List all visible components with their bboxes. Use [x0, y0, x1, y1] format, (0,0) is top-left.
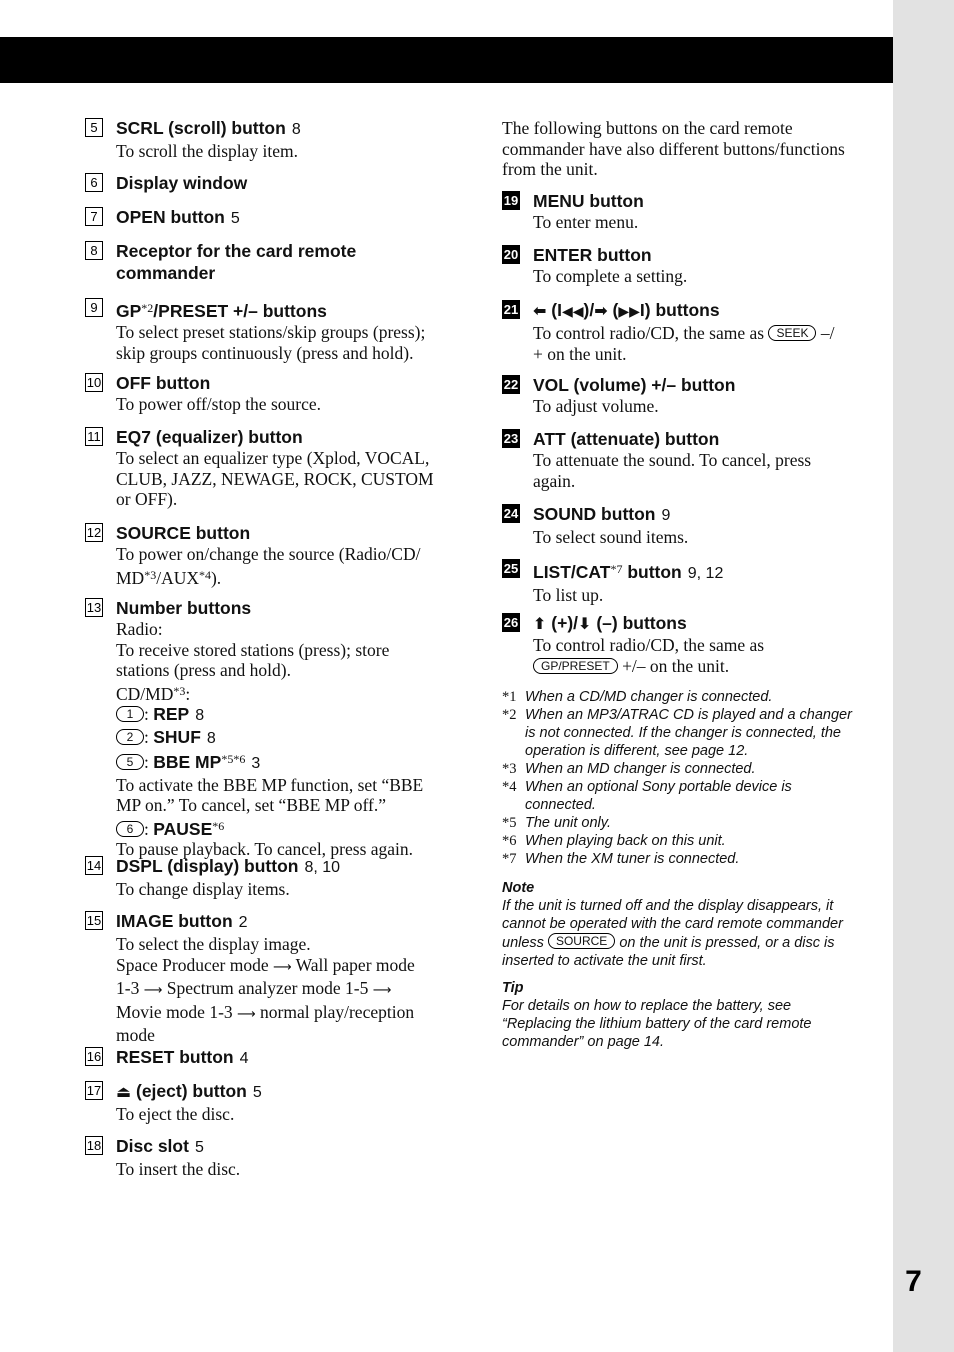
footnote-mark: *2 — [502, 707, 517, 723]
page-ref: 8, 10 — [304, 859, 341, 876]
note-text: inserted to activate the unit first. — [502, 953, 707, 969]
arrow-up-icon: ⬆ — [533, 614, 547, 633]
page-ref: 5 — [252, 1084, 262, 1101]
footnote-text: When an MP3/ATRAC CD is played and a changer — [525, 707, 852, 723]
page-ref: 9, 12 — [687, 565, 724, 582]
item-number: 6 — [85, 173, 103, 192]
footnote-ref: *6 — [212, 818, 225, 833]
arrow-down-icon: ⬇ — [578, 614, 592, 633]
footnote-mark: *5 — [502, 815, 517, 831]
item-title: (I — [551, 300, 562, 320]
item-title: MENU button — [533, 191, 644, 211]
page-ref: 8 — [291, 121, 301, 138]
number-key-1: 1 — [116, 706, 144, 722]
item-desc: To pause playback. To cancel, press again. — [116, 839, 414, 859]
footnote — [502, 850, 887, 868]
item-title: DSPL (display) button — [116, 856, 299, 876]
item-desc: To power on/change the source (Radio/CD/ — [116, 544, 421, 564]
tip-text: “Replacing the lithium battery of the card remote — [502, 1016, 812, 1032]
item-desc: mode — [116, 1025, 155, 1045]
function-label: SHUF — [153, 726, 201, 747]
item-desc: To scroll the display item. — [116, 141, 299, 161]
item-number: 5 — [85, 118, 103, 137]
item-desc: 1-3 — [116, 978, 140, 998]
tip-text: For details on how to replace the battery, see — [502, 998, 792, 1014]
item-desc: To select an equalizer type (Xplod, VOCAL, — [116, 448, 430, 468]
item-title: OPEN button — [116, 207, 225, 227]
item-desc: To power off/stop the source. — [116, 394, 322, 414]
item-title: RESET button — [116, 1047, 234, 1067]
next-track-icon: ▶▶ — [618, 304, 640, 320]
number-key-2: 2 — [116, 729, 144, 745]
tip-heading: Tip — [502, 980, 524, 996]
item-title: SCRL (scroll) button — [116, 118, 286, 138]
item-desc: To receive stored stations (press); store — [116, 639, 390, 660]
note-block — [502, 879, 887, 970]
item-number: 8 — [85, 241, 103, 260]
item-number: 7 — [85, 207, 103, 226]
page-ref: 5 — [230, 210, 240, 227]
item-desc: Space Producer mode — [116, 954, 269, 975]
item-number: 11 — [85, 427, 103, 446]
item-title: (eject) button — [136, 1081, 247, 1101]
arrow-right-icon: ⟶ — [237, 1006, 256, 1022]
item-title: Receptor for the card remote — [116, 241, 357, 261]
tip-text: commander” on page 14. — [502, 1034, 665, 1050]
item-desc: normal play/reception — [260, 1001, 415, 1022]
arrow-right-icon: ⟶ — [143, 983, 163, 998]
item-desc: + on the unit. — [533, 343, 627, 364]
item-desc: again. — [533, 470, 576, 491]
item-desc: stations (press and hold). — [116, 660, 291, 680]
item-desc: To control radio/CD, the same as — [533, 323, 765, 343]
item-desc: To eject the disc. — [116, 1104, 235, 1124]
footnotes — [502, 688, 887, 868]
seek-key: SEEK — [768, 325, 816, 341]
prev-track-icon: ◀◀ — [561, 304, 584, 320]
gp-preset-key: GP/PRESET — [533, 658, 618, 674]
intro-line: commander have also different buttons/functions — [502, 138, 845, 159]
item-desc: or OFF). — [116, 489, 178, 509]
item-number: 16 — [86, 1049, 102, 1064]
item-number: 20 — [503, 247, 519, 262]
item-desc: To attenuate the sound. To cancel, press — [533, 450, 812, 470]
intro-line: from the unit. — [502, 159, 598, 179]
footnote — [502, 832, 887, 850]
item-desc: Spectrum analyzer mode 1-5 — [166, 978, 369, 998]
item-number: 10 — [86, 375, 102, 390]
footnote-ref: *2 — [141, 301, 154, 315]
intro-line: The following buttons on the card remote — [502, 118, 793, 138]
item-desc: : — [185, 683, 191, 704]
item-title: ATT (attenuate) button — [533, 429, 720, 449]
item-desc: ). — [210, 567, 222, 588]
footnote-text: When an optional Sony portable device is — [525, 779, 792, 795]
arrow-right-icon: ⟶ — [372, 983, 392, 998]
item-number: 15 — [86, 913, 102, 928]
item-title: Display window — [116, 173, 248, 193]
item-desc: Movie mode 1-3 — [116, 1001, 233, 1022]
item-title: button — [627, 562, 682, 582]
footnote — [502, 688, 887, 706]
footnote-text: When a CD/MD changer is connected. — [525, 689, 773, 705]
arrow-right-icon: ➡ — [594, 301, 608, 320]
item-number: 12 — [86, 525, 102, 540]
item-title: Disc slot — [116, 1136, 189, 1156]
item-title: OFF button — [116, 373, 211, 393]
footnote-text: When the XM tuner is connected. — [525, 851, 740, 867]
header-bar — [0, 37, 893, 83]
item-desc: MD — [116, 567, 145, 588]
footnote-text: operation is different, see page 12. — [525, 743, 749, 759]
item-desc: To adjust volume. — [533, 396, 659, 416]
item-title: /PRESET +/– buttons — [153, 301, 327, 321]
item-desc: To select preset stations/skip groups (press); — [116, 322, 426, 342]
eject-icon: ⏏ — [116, 1082, 132, 1101]
item-number: 26 — [503, 615, 519, 630]
item-desc: To control radio/CD, the same as — [533, 635, 765, 655]
page-ref: 5 — [194, 1139, 204, 1156]
footnote-text: The unit only. — [525, 815, 611, 831]
item-number: 23 — [503, 431, 519, 446]
footnote-mark: *3 — [502, 761, 517, 777]
item-title: EQ7 (equalizer) button — [116, 427, 303, 447]
footnote — [502, 706, 887, 760]
page-ref: 4 — [239, 1050, 249, 1067]
footnote-ref: *7 — [610, 562, 623, 576]
number-key-6: 6 — [116, 821, 144, 837]
item-number: 17 — [86, 1083, 102, 1098]
footnote-text: When an MD changer is connected. — [525, 761, 756, 777]
arrow-right-icon: ⟶ — [272, 959, 292, 975]
footnote-ref: *5*6 — [221, 752, 246, 766]
item-title: VOL (volume) +/– button — [533, 375, 736, 395]
item-desc: +/– on the unit. — [622, 655, 730, 676]
item-desc: To insert the disc. — [116, 1159, 241, 1179]
footnote-mark: *4 — [502, 779, 517, 795]
footnote-ref: *4 — [198, 567, 211, 582]
item-number: 18 — [86, 1138, 102, 1153]
intro-paragraph — [502, 118, 887, 180]
item-desc: skip groups continuously (press and hold). — [116, 342, 414, 363]
item-desc: To select sound items. — [533, 527, 689, 547]
footnote — [502, 778, 887, 814]
page-number: 7 — [905, 1265, 922, 1298]
footnote-text: connected. — [525, 797, 596, 813]
note-heading: Note — [502, 880, 535, 896]
page-ref: 9 — [661, 507, 671, 524]
item-title: SOURCE button — [116, 523, 251, 543]
footnote-mark: *1 — [502, 689, 517, 705]
footnote — [502, 760, 887, 778]
item-title: SOUND button — [533, 504, 656, 524]
number-key-5: 5 — [116, 754, 144, 770]
item-number: 21 — [503, 302, 519, 317]
item-title: Number buttons — [116, 598, 252, 618]
item-title: ENTER button — [533, 245, 652, 265]
footnote-ref: *3 — [173, 683, 186, 698]
item-title: (+)/ — [551, 613, 579, 633]
item-desc: To enter menu. — [533, 212, 639, 232]
item-desc: To complete a setting. — [533, 266, 688, 286]
footnote-mark: *7 — [502, 851, 517, 867]
item-title: GP — [116, 301, 142, 321]
note-text: unless — [502, 935, 544, 951]
footnote-mark: *6 — [502, 833, 517, 849]
item-title: commander — [116, 263, 216, 283]
footnote-text: is not connected. If the changer is connected, the — [525, 725, 841, 741]
item-desc: To select the display image. — [116, 934, 311, 954]
function-label: REP — [153, 704, 190, 724]
page-ref: 3 — [251, 755, 261, 772]
item-number: 14 — [86, 858, 102, 873]
item-desc: Radio: — [116, 619, 163, 639]
page-ref: 8 — [206, 729, 216, 747]
item-desc: CD/MD — [116, 683, 174, 704]
footnote — [502, 814, 887, 832]
item-desc: MP on.” To cancel, set “BBE MP off.” — [116, 795, 386, 815]
item-number: 24 — [503, 506, 519, 521]
page-ref: 2 — [238, 914, 248, 931]
item-number: 25 — [503, 561, 519, 576]
page-edge-tab — [893, 0, 954, 1352]
item-desc: To list up. — [533, 585, 604, 605]
item-desc: To activate the BBE MP function, set “BBE — [116, 774, 424, 795]
note-text: on the unit is pressed, or a disc is — [619, 935, 835, 951]
item-title: I) buttons — [639, 300, 720, 320]
item-title: LIST/CAT — [533, 562, 611, 582]
item-title: )/ — [583, 300, 595, 320]
source-key: SOURCE — [548, 933, 615, 949]
item-title: (–) buttons — [596, 613, 687, 633]
tip-block — [502, 979, 887, 1051]
note-text: If the unit is turned off and the display disappears, it — [502, 898, 834, 914]
footnote-text: When playing back on this unit. — [525, 833, 726, 849]
arrow-left-icon: ⬅ — [533, 301, 547, 320]
item-number: 22 — [503, 377, 519, 392]
item-desc: /AUX — [156, 567, 199, 588]
item-desc: CLUB, JAZZ, NEWAGE, ROCK, CUSTOM — [116, 468, 434, 489]
note-text: cannot be operated with the card remote commander — [502, 916, 843, 932]
function-label: PAUSE — [153, 818, 213, 839]
function-label: BBE MP — [153, 752, 222, 772]
item-title: IMAGE button — [116, 911, 233, 931]
item-desc: –/ — [820, 323, 835, 343]
item-title: ( — [612, 300, 619, 320]
item-number: 19 — [503, 193, 519, 208]
item-number: 13 — [86, 600, 102, 615]
item-number: 9 — [85, 298, 103, 317]
item-desc: To change display items. — [116, 879, 290, 899]
item-desc: Wall paper mode — [295, 954, 415, 975]
page-ref: 8 — [195, 707, 205, 724]
footnote-ref: *3 — [144, 567, 157, 582]
